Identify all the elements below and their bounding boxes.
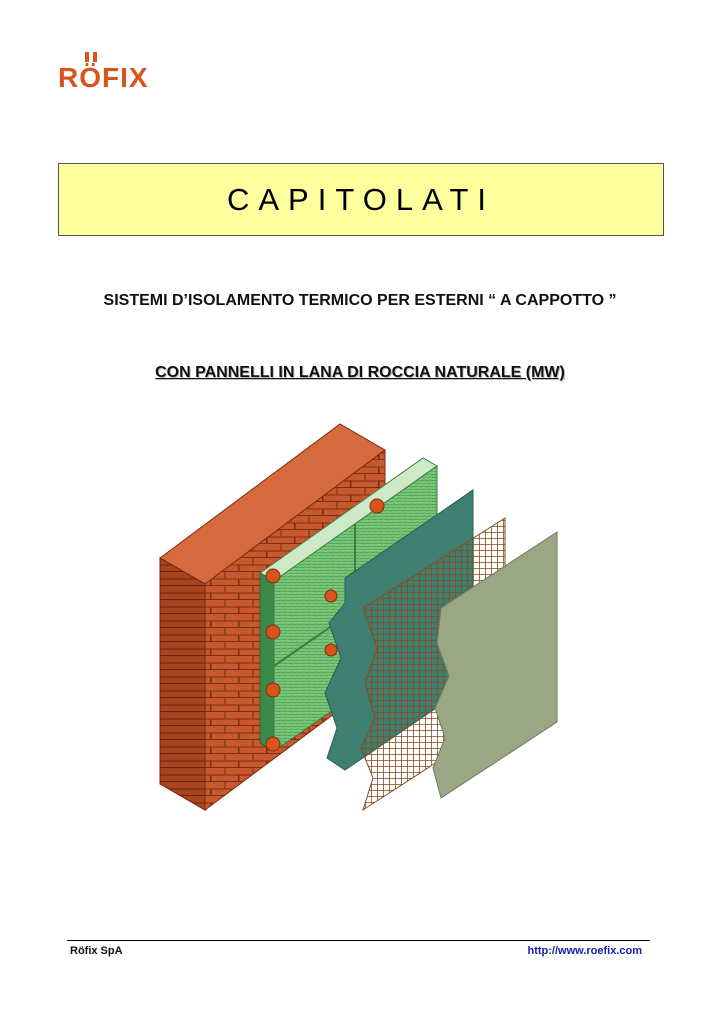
subtitle-material: CON PANNELLI IN LANA DI ROCCIA NATURALE (MW) — [155, 364, 565, 381]
title-box — [58, 163, 664, 236]
page-title: CAPITOLATI — [226, 181, 495, 217]
footer-url-link[interactable]: http://www.roefix.com — [527, 945, 642, 957]
footer-company: Röfix SpA — [70, 945, 123, 957]
footer-divider — [67, 940, 650, 941]
logo-bars-icon — [85, 52, 99, 62]
subtitle: SISTEMI D’ISOLAMENTO TERMICO PER ESTERNI “ A CAPPOTTO ” — [103, 292, 617, 309]
roefix-logo-icon — [58, 46, 200, 92]
logo-wordmark: RÖFIX — [58, 62, 149, 93]
insulation-layers-illustration-icon — [155, 418, 565, 820]
